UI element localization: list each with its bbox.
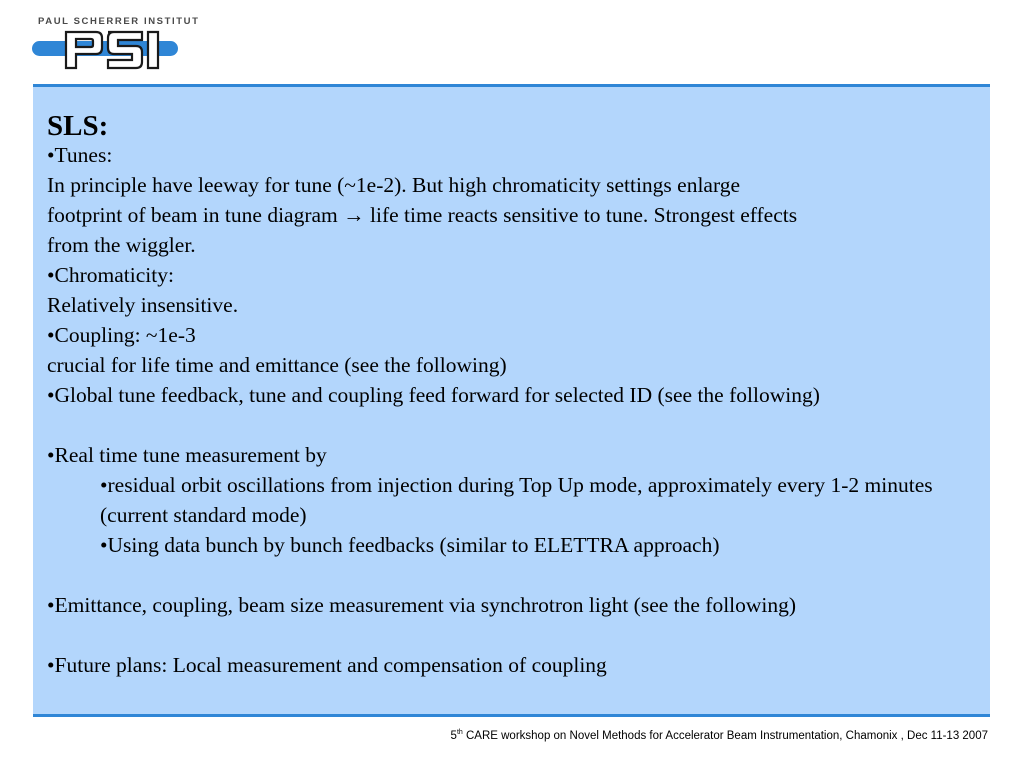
- bullet-coupling: •Coupling: ~1e-3: [47, 323, 196, 347]
- bullet-tunes: •Tunes:: [47, 143, 113, 167]
- tunes-text-line-3: from the wiggler.: [47, 233, 196, 257]
- slide-content: [47, 108, 982, 680]
- psi-logo: [30, 14, 200, 76]
- psi-logo-mark-icon: [30, 28, 180, 72]
- footer-citation: [451, 729, 988, 742]
- tunes-text-line-1: In principle have leeway for tune (~1e-2). But high chromaticity settings enlarge: [47, 173, 741, 197]
- bullet-global-feedback: •Global tune feedback, tune and coupling feed forward for selected ID (see the following): [47, 383, 820, 407]
- coupling-text: crucial for life time and emittance (see the following): [47, 353, 507, 377]
- tunes-text-line-2: footprint of beam in tune diagram → life time reacts sensitive to tune. Strongest effects: [47, 203, 798, 227]
- sub-bullet-orbit-oscillations: •residual orbit oscillations from injection during Top Up mode, approximately every 1-2 minutes (current standard mode): [100, 473, 933, 527]
- sub-bullet-bunch-feedbacks: •Using data bunch by bunch feedbacks (similar to ELETTRA approach): [100, 533, 720, 557]
- footer-superscript: th: [456, 729, 463, 736]
- footer-number: 5: [450, 729, 457, 742]
- chromaticity-text: Relatively insensitive.: [47, 293, 239, 317]
- footer-text: CARE workshop on Novel Methods for Accelerator Beam Instrumentation, Chamonix , Dec 11-13 2007: [462, 729, 988, 742]
- spacer: [47, 620, 982, 650]
- bullet-future-plans: •Future plans: Local measurement and compensation of coupling: [47, 653, 607, 677]
- spacer: [47, 560, 982, 590]
- spacer: [47, 410, 982, 440]
- bullet-real-time-tune: •Real time tune measurement by: [47, 443, 327, 467]
- institute-name: PAUL SCHERRER INSTITUT: [38, 16, 200, 27]
- bullet-chromaticity: •Chromaticity:: [47, 263, 174, 287]
- bullet-emittance: •Emittance, coupling, beam size measurement via synchrotron light (see the following): [47, 593, 797, 617]
- slide-heading: SLS:: [47, 110, 109, 142]
